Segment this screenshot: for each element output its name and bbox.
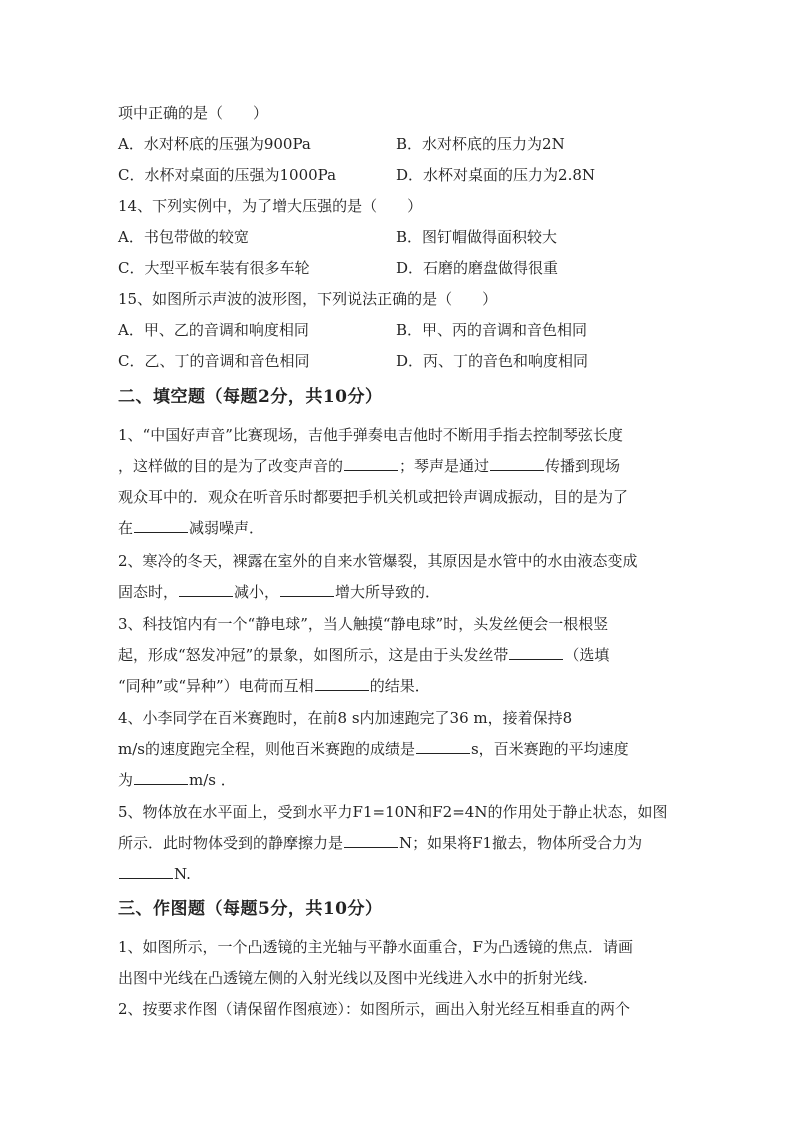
s2-q2-l2b: 减小，: [234, 583, 280, 601]
s2-q1-l2b: ；琴声是通过: [399, 457, 490, 475]
s2-q1-line3: 观众耳中的．观众在听音乐时都要把手机关机或把铃声调成振动，目的是为了: [118, 488, 629, 506]
s2-q5-l2a: 所示．此时物体受到的静摩擦力是: [118, 834, 344, 852]
answer-blank: [344, 456, 398, 471]
q14-option-a: A．书包带做的较宽: [118, 228, 249, 246]
answer-blank: [416, 739, 470, 754]
s2-q5-line2: [118, 833, 642, 853]
s2-q4-l2a: m/s的速度跑完全程，则他百米赛跑的成绩是: [118, 740, 415, 758]
answer-blank: [315, 676, 369, 691]
s2-q2-line1: 2、寒冷的冬天，裸露在室外的自来水管爆裂，其原因是水管中的水由液态变成: [118, 552, 638, 570]
section3-title: 三、作图题（每题5分，共10分）: [118, 899, 383, 919]
s2-q1-l2a: ，这样做的目的是为了改变声音的: [118, 457, 344, 475]
q13-stem-end: 项中正确的是（ ）: [118, 104, 269, 122]
s2-q3-l3b: 的结果．: [369, 677, 430, 695]
s3-q1-line1: 1、如图所示，一个凸透镜的主光轴与平静水面重合，F为凸透镜的焦点．请画: [118, 938, 633, 956]
s2-q3-l2b: （选填: [564, 646, 610, 664]
s2-q4-l3b: m/s ．: [189, 771, 236, 789]
s2-q4-l2b: s，百米赛跑的平均速度: [470, 740, 629, 758]
s2-q1-l4b: 减弱噪声．: [189, 519, 265, 537]
s2-q1-line1: 1、“中国好声音”比赛现场，吉他手弹奏电吉他时不断用手指去控制琴弦长度: [118, 426, 623, 444]
q14-option-d: D．石磨的磨盘做得很重: [396, 259, 559, 277]
q15-stem: 15、如图所示声波的波形图，下列说法正确的是（ ）: [118, 290, 498, 308]
s3-q2-line1: 2、按要求作图（请保留作图痕迹）：如图所示，画出入射光经互相垂直的两个: [118, 1000, 631, 1018]
q13-option-c: C．水杯对桌面的压强为1000Pa: [118, 166, 337, 184]
answer-blank: [280, 582, 334, 597]
q13-option-d: D．水杯对桌面的压力为2.8N: [396, 166, 596, 184]
q14-option-c: C．大型平板车装有很多车轮: [118, 259, 310, 277]
q13-option-b: B．水对杯底的压力为2N: [396, 135, 565, 153]
s2-q3-l2a: 起，形成“怒发冲冠”的景象，如图所示，这是由于头发丝带: [118, 646, 509, 664]
s2-q1-line4: [118, 518, 264, 538]
s2-q5-line3: [118, 864, 191, 884]
answer-blank: [179, 582, 233, 597]
answer-blank: [344, 833, 398, 848]
section2-title: 二、填空题（每题2分，共10分）: [118, 387, 383, 407]
answer-blank: [509, 645, 563, 660]
q14-option-b: B．图钉帽做得面积较大: [396, 228, 558, 246]
s2-q2-line2: [118, 582, 440, 602]
s2-q4-line3: [118, 770, 236, 790]
q13-option-a: A．水对杯底的压强为900Pa: [118, 135, 311, 153]
s2-q2-l2c: 增大所导致的．: [335, 583, 441, 601]
s2-q5-line1: 5、物体放在水平面上，受到水平力F1=10N和F2=4N的作用处于静止状态，如图: [118, 803, 668, 821]
s2-q3-line3: [118, 676, 430, 696]
q15-option-a: A．甲、乙的音调和响度相同: [118, 321, 309, 339]
s2-q3-line2: [118, 645, 609, 665]
s3-q1-line2: 出图中光线在凸透镜左侧的入射光线以及图中光线进入水中的折射光线.: [118, 969, 588, 987]
s2-q4-l3a: 为: [118, 771, 134, 789]
q15-option-d: D．丙、丁的音色和响度相同: [396, 352, 589, 370]
s2-q4-line1: 4、小李同学在百米赛跑时，在前8 s内加速跑完了36 m，接着保持8: [118, 709, 573, 727]
s2-q3-l3a: “同种”或“异种”）电荷而互相: [118, 677, 314, 695]
answer-blank: [134, 770, 188, 785]
s2-q1-l2c: 传播到现场: [545, 457, 621, 475]
s2-q3-line1: 3、科技馆内有一个“静电球”，当人触摸“静电球”时，头发丝便会一根根竖: [118, 615, 609, 633]
s2-q1-line2: [118, 456, 620, 476]
q14-stem: 14、下列实例中，为了增大压强的是（ ）: [118, 197, 423, 215]
s2-q1-l4a: 在: [118, 519, 134, 537]
s2-q5-l3: N.: [174, 865, 191, 883]
s2-q4-line2: [118, 739, 629, 759]
answer-blank: [490, 456, 544, 471]
answer-blank: [119, 864, 173, 879]
q15-option-c: C．乙、丁的音调和音色相同: [118, 352, 310, 370]
s2-q2-l2a: 固态时，: [118, 583, 179, 601]
s2-q5-l2b: N；如果将F1撤去，物体所受合力为: [399, 834, 643, 852]
q15-option-b: B．甲、丙的音调和音色相同: [396, 321, 588, 339]
answer-blank: [134, 518, 188, 533]
